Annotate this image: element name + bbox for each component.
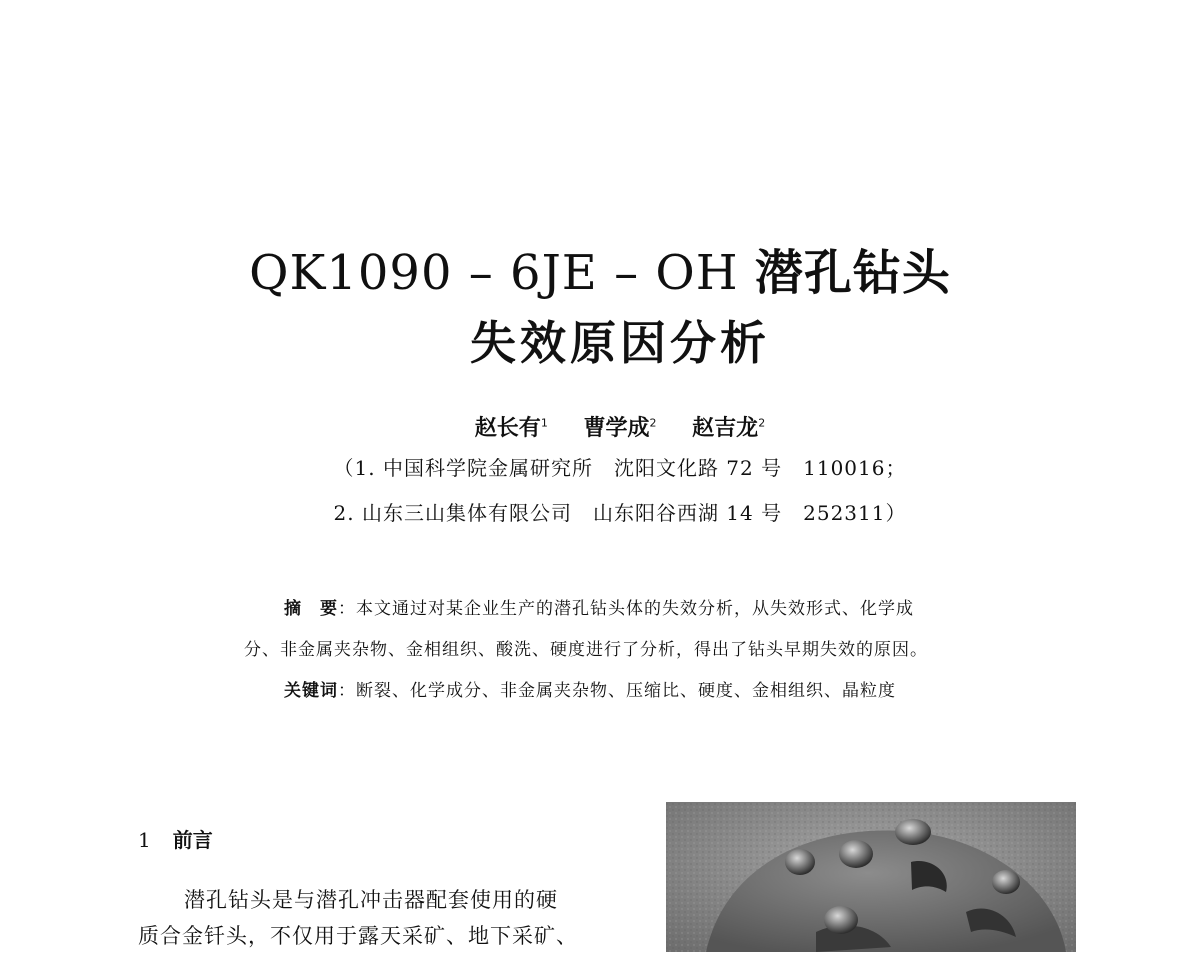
abstract-line1 [244,594,1004,624]
affiliation-line: （1. 中国科学院金属研究所 沈阳文化路 72 号 110016； [333,456,907,480]
abstract-line2: 分、非金属夹杂物、金相组织、酸洗、硬度进行了分析，得出了钻头早期失效的原因。 [244,640,928,660]
author [692,416,765,441]
keywords-text: ：断裂、化学成分、非金属夹杂物、压缩比、硬度、金相组织、晶粒度 [338,681,896,701]
author-affiliation-mark: 2 [649,417,657,430]
body-line-text: 潜孔钻头是与潜孔冲击器配套使用的硬 [184,888,558,912]
section-number: 1 [138,828,151,852]
author-affiliation-mark: 1 [540,417,548,430]
drill-bit-photo [666,802,1076,952]
author [475,416,548,441]
section-title: 前言 [172,828,213,852]
paper-title-line2: 失效原因分析 [470,316,770,370]
author-name: 曹学成 [583,416,650,442]
keywords [284,676,1004,706]
body-paragraph [138,882,608,954]
section-heading [138,825,213,855]
title-cjk-part: 潜孔钻头 [754,245,951,301]
author-name: 赵长有 [474,416,541,442]
drill-bit-photo-drawing [666,802,1076,952]
abstract-text: ：本文通过对某企业生产的潜孔钻头体的失效分析，从失效形式、化学成 [338,599,914,619]
author-affiliation-mark: 2 [758,417,766,430]
affiliation-line: 2. 山东三山集体有限公司 山东阳谷西湖 14 号 252311） [333,501,907,525]
body-line [138,882,608,918]
body-line: 质合金钎头，不仅用于露天采矿、地下采矿、 [138,924,578,948]
author [583,416,656,441]
author-name: 赵吉龙 [692,416,759,442]
title-model-code: QK1090 – 6JE – OH [249,245,739,301]
abstract-label: 摘 要 [284,599,338,619]
author-list [0,408,1200,445]
paper-title-line1 [0,244,1200,302]
keywords-label: 关键词 [284,681,338,701]
